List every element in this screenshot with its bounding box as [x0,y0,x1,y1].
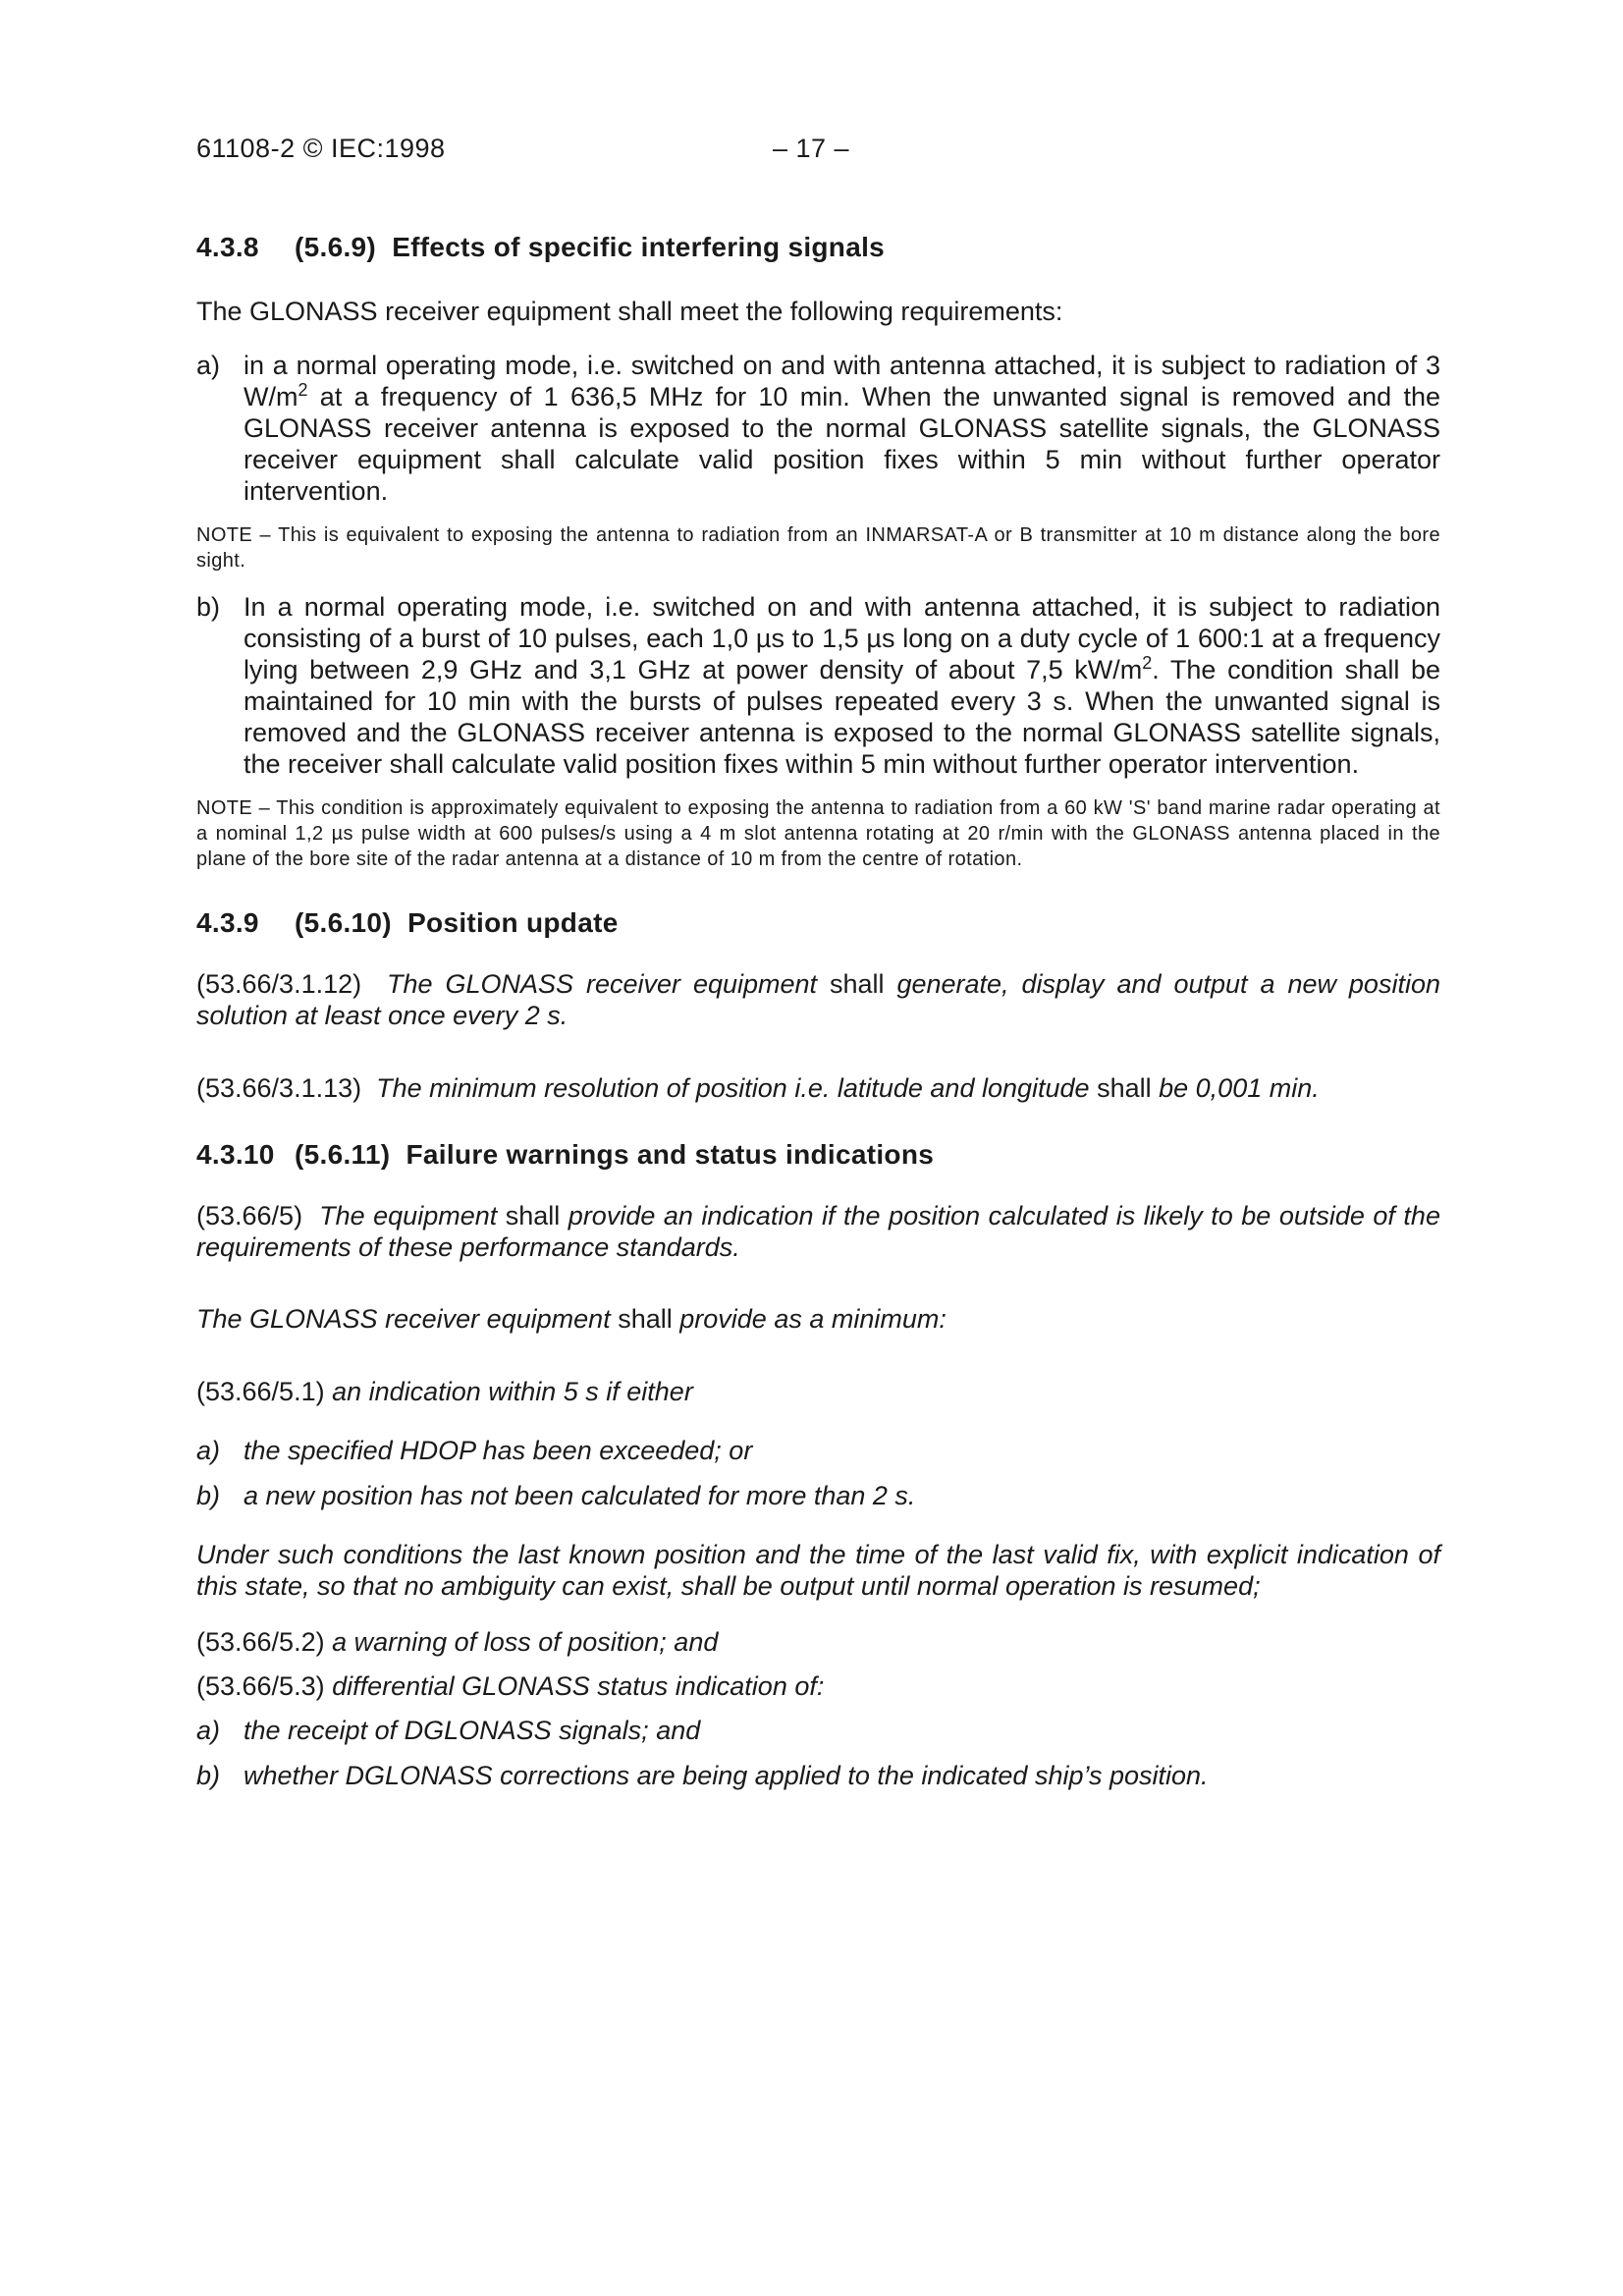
list-label: a) [196,1716,221,1745]
list-label: a) [196,351,221,380]
list-text: a new position has not been calculated for more than 2 s. [243,1481,916,1510]
list-item-b [196,591,1440,780]
list-item-a [196,1715,1440,1746]
paragraph: (53.66/5) The equipment shall provide an indication if the position calculated is likely to be outside of the requirements of these performance standards. [196,1201,1440,1262]
list-label: b) [196,592,221,622]
list-label: b) [196,1761,221,1790]
paragraph: Under such conditions the last known position and the time of the last valid fix, with explicit indication of this state, so that no ambiguity can exist, shall be output until normal operation is resumed; [196,1540,1440,1601]
section-title: Effects of specific interfering signals [392,232,886,262]
list-text: in a normal operating mode, i.e. switched on and with antenna attached, it is subject to radiation of 3 $W/m^2$ at a frequency of 1 636,5 MHz for 10 min. When the unwanted signal is removed and the GLONASS receiver antenna is exposed to the normal GLONASS satellite signals, the GLONASS receiver equipment shall calculate valid position fixes within 5 min without further operator intervention. [243,351,1440,506]
section-ref: (5.6.10) [295,907,392,938]
document-reference: 61108-2 © IEC:1998 [196,134,446,163]
paragraph: The GLONASS receiver equipment shall provide as a minimum: [196,1304,947,1334]
paragraph: (53.66/5.2) a warning of loss of position; and [196,1627,719,1657]
list-label: a) [196,1436,221,1465]
paragraph: (53.66/5.3) differential GLONASS status indication of: [196,1671,825,1701]
superscript: 2 [298,380,308,400]
section-number: 4.3.10 [196,1139,275,1170]
list-item-b [196,1480,1440,1511]
section-ref: (5.6.9) [295,232,377,262]
section-title: Position update [407,907,619,938]
list-label: b) [196,1481,221,1510]
list-text: the specified HDOP has been exceeded; or [243,1436,753,1465]
paragraph-intro: The GLONASS receiver equipment shall meet the following requirements: [196,297,1063,326]
list-text: whether DGLONASS corrections are being applied to the indicated ship’s position. [243,1761,1209,1790]
superscript: 2 [1142,653,1153,673]
section-number: 4.3.8 [196,232,259,262]
page-content [196,230,1440,1791]
note: NOTE – This condition is approximately equivalent to exposing the antenna to radiation from a 60 kW 'S' band marine radar operating at a nominal 1,2 µs pulse width at 600 pulses/s using a 4 m slot antenna rotating at 20 r/min with the GLONASS antenna placed in the plane of the bore site of the radar antenna at a distance of 10 m from the centre of rotation. [196,797,1440,870]
list-text: the receipt of DGLONASS signals; and [243,1716,701,1745]
paragraph: (53.66/5.1) an indication within 5 s if either [196,1377,693,1406]
list-text: In a normal operating mode, i.e. switched on and with antenna attached, it is subject to radiation consisting of a burst of 10 pulses, each 1,0 µs to 1,5 µs long on a duty cycle of 1 600:1 at a frequency lying between 2,9 GHz and 3,1 GHz at power density of about 7,5 $kW/m^2$. The condition shall be maintained for 10 min with the bursts of pulses repeated every 3 s. When the unwanted signal is removed and the GLONASS receiver antenna is exposed to the normal GLONASS satellite signals, the receiver shall calculate valid position fixes within 5 min without further operator intervention. [243,592,1441,779]
list-item-a [196,350,1440,507]
section-heading-4-3-9 [196,907,1440,939]
page-number: – 17 – [773,134,850,163]
note: NOTE – This is equivalent to exposing the antenna to radiation from an INMARSAT-A or B transmitter at 10 m distance along the bore sight. [196,524,1440,572]
section-heading-4-3-8 [196,232,1440,263]
list-item-a [196,1435,1440,1466]
list-item-b [196,1760,1440,1791]
section-title: Failure warnings and status indications [406,1139,935,1170]
paragraph: (53.66/3.1.13) The minimum resolution of position i.e. latitude and longitude shall be 0,001 min. [196,1073,1320,1103]
section-heading-4-3-10 [196,1139,1440,1171]
paragraph: (53.66/3.1.12) The GLONASS receiver equipment shall generate, display and output a new position solution at least once every 2 s. [196,969,1440,1030]
section-ref: (5.6.11) [295,1139,391,1170]
section-number: 4.3.9 [196,907,259,938]
